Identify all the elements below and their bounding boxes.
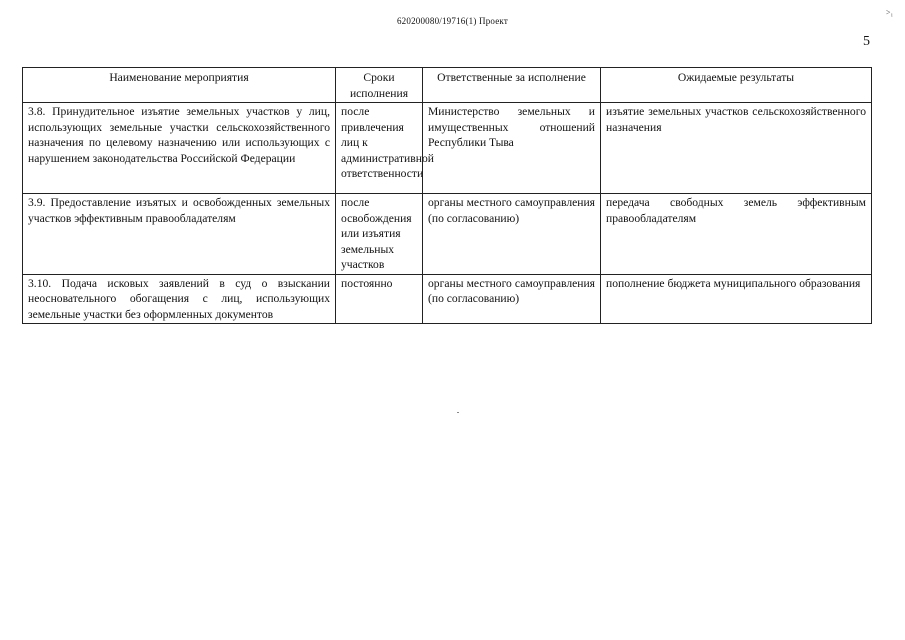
measure-term-cell: после освобождения или изъятия земельных участков: [336, 194, 423, 275]
measure-result-cell: передача свободных земель эффективным правообладателям: [601, 194, 872, 275]
column-header-name: Наименование мероприятия: [23, 68, 336, 103]
column-header-term: Сроки исполнения: [336, 68, 423, 103]
table-row: [23, 103, 872, 194]
measure-responsible-cell: органы местного самоуправления (по согласованию): [423, 194, 601, 275]
page-number: 5: [863, 34, 870, 49]
table-row: [23, 274, 872, 324]
scan-artifact-dot: [457, 412, 459, 413]
measure-responsible-cell: Министерство земельных и имущественных отношений Республики Тыва: [423, 103, 601, 194]
table-header-row: [23, 68, 872, 103]
measure-result-cell: изъятие земельных участков сельскохозяйственного назначения: [601, 103, 872, 194]
measure-term-cell: после привлечения лиц к административной ответственности: [336, 103, 423, 194]
table-row: [23, 194, 872, 275]
measure-name-cell: 3.9. Предоставление изъятых и освобожденных земельных участков эффективным правообладателям: [23, 194, 336, 275]
corner-mark: >₁: [886, 8, 894, 17]
measure-name-cell: 3.8. Принудительное изъятие земельных участков у лиц, использующих земельные участки сельскохозяйственного назначения по целевому назначению или использующих с нарушением законодательства Российской Федерации: [23, 103, 336, 194]
column-header-responsible: Ответственные за исполнение: [423, 68, 601, 103]
column-header-result: Ожидаемые результаты: [601, 68, 872, 103]
measures-table: [22, 67, 872, 324]
measure-responsible-cell: органы местного самоуправления (по согласованию): [423, 274, 601, 324]
document-header: 620200080/19716(1) Проект: [396, 16, 509, 26]
measure-term-cell: постоянно: [336, 274, 423, 324]
measure-result-cell: пополнение бюджета муниципального образования: [601, 274, 872, 324]
measure-name-cell: 3.10. Подача исковых заявлений в суд о взыскании неосновательного обогащения с лиц, использующих земельные участки без оформленных документов: [23, 274, 336, 324]
